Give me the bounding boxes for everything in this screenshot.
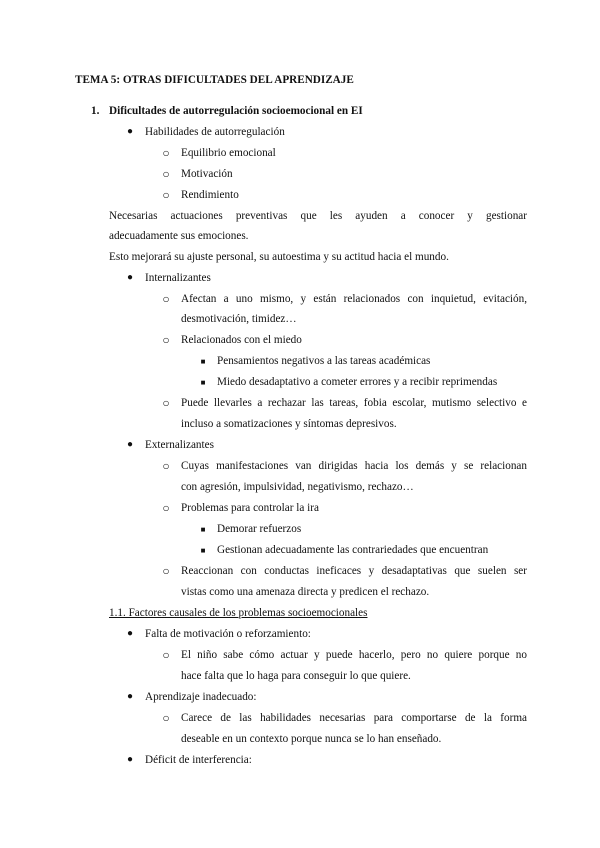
section-heading: Dificultades de autorregulación socioemocional en EI	[109, 105, 363, 117]
subsection-heading: 1.1. Factores causales de los problemas socioemocionales	[109, 607, 368, 619]
bullet-square-icon: ■	[200, 357, 206, 366]
bullet-dot-icon: ●	[126, 126, 134, 137]
bullet-dot-icon: ●	[126, 272, 134, 283]
factor-label: Falta de motivación o reforzamiento:	[145, 628, 311, 640]
document-title: TEMA 5: OTRAS DIFICULTADES DEL APRENDIZAJE	[75, 74, 354, 86]
bullet-dot-icon: ●	[126, 439, 134, 450]
factor-detail-line: Carece de las habilidades necesarias para comportarse de la forma	[181, 712, 527, 724]
list-item: Motivación	[181, 168, 233, 180]
list-item: Problemas para controlar la ira	[181, 502, 319, 514]
sub-list-item: Miedo desadaptativo a cometer errores y a recibir reprimendas	[217, 376, 498, 388]
factor-detail-line: hace falta que lo haga para conseguir lo que quiere.	[181, 670, 411, 682]
section-number: 1.	[91, 105, 100, 117]
internalizantes-label: Internalizantes	[145, 272, 211, 284]
bullet-square-icon: ■	[200, 546, 206, 555]
factor-detail-line: El niño sabe cómo actuar y puede hacerlo, pero no quiere porque no	[181, 649, 527, 661]
factor-detail-line: deseable en un contexto porque nunca se lo han enseñado.	[181, 733, 442, 745]
bullet-circle-icon: ○	[162, 146, 170, 160]
paragraph-line: Necesarias actuaciones preventivas que les ayuden a conocer y gestionar	[109, 210, 527, 222]
list-item-line: Afectan a uno mismo, y están relacionados con inquietud, evitación,	[181, 293, 527, 305]
factor-label: Aprendizaje inadecuado:	[145, 691, 257, 703]
bullet-dot-icon: ●	[126, 628, 134, 639]
bullet-dot-icon: ●	[126, 754, 134, 765]
list-item-line: vistas como una amenaza directa y predicen el rechazo.	[181, 586, 430, 598]
bullet-dot-icon: ●	[126, 691, 134, 702]
paragraph-line: adecuadamente sus emociones.	[109, 230, 249, 242]
sub-list-item: Demorar refuerzos	[217, 523, 302, 535]
sub-list-item: Gestionan adecuadamente las contrariedades que encuentran	[217, 544, 489, 556]
bullet-circle-icon: ○	[162, 333, 170, 347]
bullet-circle-icon: ○	[162, 648, 170, 662]
list-item: Equilibrio emocional	[181, 147, 276, 159]
list-item-line: Puede llevarles a rechazar las tareas, fobia escolar, mutismo selectivo e	[181, 397, 527, 409]
list-item-line: con agresión, impulsividad, negativismo, rechazo…	[181, 481, 414, 493]
factor-label: Déficit de interferencia:	[145, 754, 252, 766]
bullet-circle-icon: ○	[162, 459, 170, 473]
bullet-circle-icon: ○	[162, 564, 170, 578]
bullet-circle-icon: ○	[162, 396, 170, 410]
list-item: Rendimiento	[181, 189, 239, 201]
bullet-circle-icon: ○	[162, 501, 170, 515]
bullet-circle-icon: ○	[162, 292, 170, 306]
list-item-line: Cuyas manifestaciones van dirigidas hacia los demás y se relacionan	[181, 460, 527, 472]
bullet-circle-icon: ○	[162, 167, 170, 181]
list-item-line: Reaccionan con conductas ineficaces y desadaptativas que suelen ser	[181, 565, 527, 577]
list-item: Relacionados con el miedo	[181, 334, 302, 346]
list-item-line: incluso a somatizaciones y síntomas depresivos.	[181, 418, 397, 430]
sub-list-item: Pensamientos negativos a las tareas académicas	[217, 355, 431, 367]
list-item-line: desmotivación, timidez…	[181, 313, 297, 325]
externalizantes-label: Externalizantes	[145, 439, 214, 451]
habilidades-label: Habilidades de autorregulación	[145, 126, 285, 138]
bullet-square-icon: ■	[200, 525, 206, 534]
paragraph-line: Esto mejorará su ajuste personal, su autoestima y su actitud hacia el mundo.	[109, 251, 449, 263]
bullet-circle-icon: ○	[162, 711, 170, 725]
bullet-square-icon: ■	[200, 378, 206, 387]
bullet-circle-icon: ○	[162, 188, 170, 202]
